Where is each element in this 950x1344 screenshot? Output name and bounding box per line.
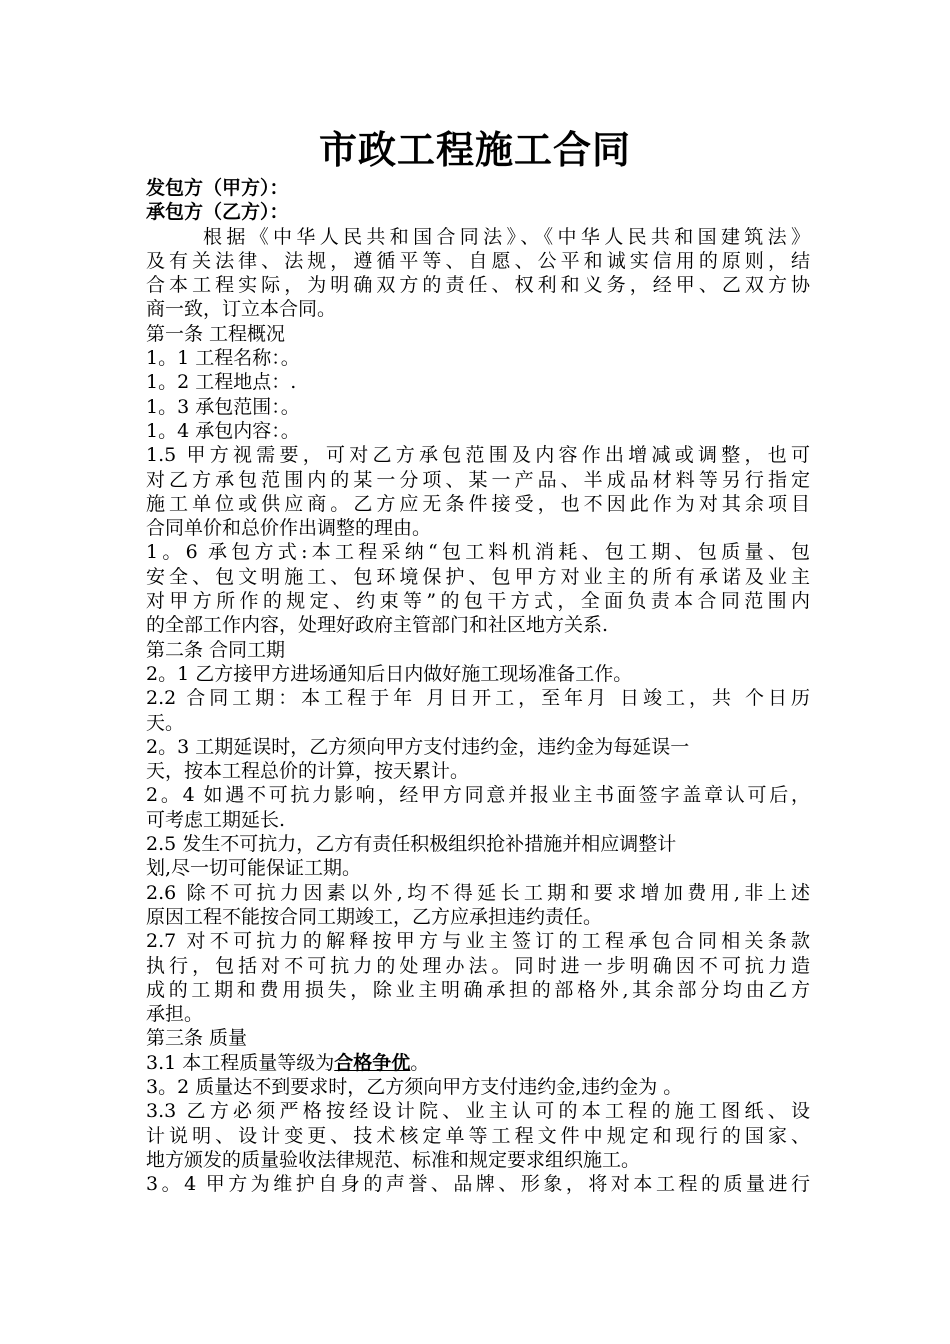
- clause-line: 2。3 工期延误时，乙方须向甲方支付违约金，违约金为每延误一: [146, 735, 690, 758]
- clause-line: 2.6 除不可抗力因素以外,均不得延长工期和要求增加费用,非上述: [146, 881, 810, 904]
- paragraph-line: 根据《中华人民共和国合同法》、《中华人民共和国建筑法》: [203, 225, 810, 248]
- clause-line: 计说明、设计变更、技术核定单等工程文件中规定和现行的国家、: [146, 1124, 810, 1147]
- clause-line: 1.5 甲方视需要，可对乙方承包范围及内容作出增减或调整，也可: [146, 444, 810, 467]
- paragraph-line: 及有关法律、法规，遵循平等、自愿、公平和诚实信用的原则，结: [146, 249, 810, 272]
- paragraph-line: 合本工程实际，为明确双方的责任、权利和义务，经甲、乙双方协: [146, 274, 810, 297]
- section-heading: 第二条 合同工期: [146, 638, 286, 661]
- clause-line: 3.3 乙方必须严格按经设计院、业主认可的本工程的施工图纸、设: [146, 1100, 810, 1123]
- clause-line: 2。1 乙方接甲方进场通知后日内做好施工现场准备工作。: [146, 662, 633, 685]
- document-title: 市政工程施工合同: [318, 127, 631, 172]
- quality-level-line: [146, 1051, 810, 1075]
- clause-line: 成的工期和费用损失，除业主明确承担的部格外,其余部分均由乙方: [146, 978, 810, 1001]
- clause-line: 2.2 合同工期：本工程于年 月日开工，至年月 日竣工，共 个日历: [146, 687, 810, 710]
- clause-line: 1。6 承包方式:本工程采纳“包工料机消耗、包工期、包质量、包: [146, 541, 810, 564]
- quality-level-prefix: 3.1 本工程质量等级为: [146, 1051, 335, 1074]
- clause-line: 2.7 对不可抗力的解释按甲方与业主签订的工程承包合同相关条款: [146, 930, 810, 953]
- section-heading: 第一条 工程概况: [146, 322, 286, 345]
- clause-line: 3。4 甲方为维护自身的声誉、品牌、形象，将对本工程的质量进行: [146, 1173, 810, 1196]
- clause-line: 天。: [146, 711, 185, 734]
- clause-line: 的全部工作内容，处理好政府主管部门和社区地方关系.: [146, 614, 609, 637]
- clause-line: 天，按本工程总价的计算，按天累计。: [146, 760, 470, 783]
- clause-line: 合同单价和总价作出调整的理由。: [146, 517, 432, 540]
- clause-line: 2。4 如遇不可抗力影响，经甲方同意并报业主书面签字盖章认可后，: [146, 784, 810, 807]
- clause-line: 安全、包文明施工、包环境保护、包甲方对业主的所有承诺及业主: [146, 565, 810, 588]
- clause-line: 3。2 质量达不到要求时，乙方须向甲方支付违约金,违约金为 。: [146, 1075, 683, 1098]
- clause-line: 1。4 承包内容：。: [146, 419, 300, 442]
- paragraph-line: 商一致，订立本合同。: [146, 298, 337, 321]
- clause-line: 承担。: [146, 1003, 204, 1026]
- clause-line: 地方颁发的质量验收法律规范、标准和规定要求组织施工。: [146, 1148, 641, 1171]
- party-b-line: 承包方（乙方）：: [146, 201, 289, 224]
- clause-line: 执行，包括对不可抗力的处理办法。同时进一步明确因不可抗力造: [146, 954, 810, 977]
- clause-line: 可考虑工期延长.: [146, 808, 286, 831]
- clause-line: 1。2 工程地点：.: [146, 371, 297, 394]
- clause-line: 原因工程不能按合同工期竣工，乙方应承担违约责任。: [146, 905, 603, 928]
- clause-line: 施工单位或供应商。乙方应无条件接受，也不因此作为对其余项目: [146, 492, 810, 515]
- clause-line: 1。3 承包范围：。: [146, 395, 300, 418]
- document-body: [146, 176, 810, 1196]
- clause-line: 对乙方承包范围内的某一分项、某一产品、半成品材料等另行指定: [146, 468, 810, 491]
- quality-level-suffix: 。: [410, 1051, 430, 1074]
- clause-line: 划,尽一切可能保证工期。: [146, 857, 362, 880]
- clause-line: 1。1 工程名称：。: [146, 347, 300, 370]
- clause-line: 2.5 发生不可抗力，乙方有责任积极组织抢补措施并相应调整计: [146, 833, 677, 856]
- quality-level-value: 合格争优: [334, 1051, 411, 1074]
- section-heading: 第三条 质量: [146, 1027, 248, 1050]
- clause-line: 对甲方所作的规定、约束等”的包干方式，全面负责本合同范围内: [146, 590, 810, 613]
- party-a-line: 发包方（甲方）：: [146, 177, 289, 199]
